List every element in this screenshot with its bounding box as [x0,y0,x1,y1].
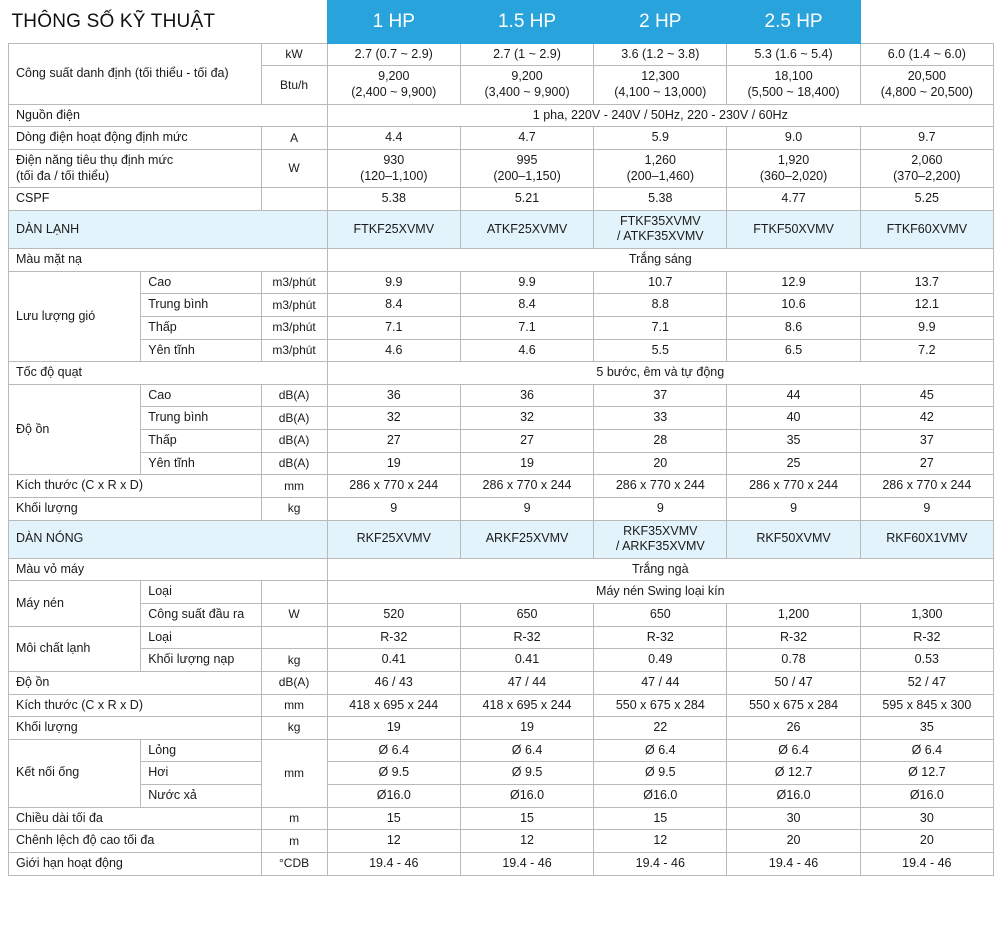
table-row-compressor-type [9,581,994,604]
cell-pipe-gas-2_5hp: Ø 12.7 [727,762,860,785]
table-row-front-panel-color [9,249,994,272]
table-row-indoor-weight [9,497,994,520]
row-label-power-consumption [9,149,262,187]
btu-range-extra: (4,800 ~ 20,500) [880,85,973,99]
column-header-2hp: 2 HP [594,1,727,44]
sublabel-indoor-noise-silent: Yên tĩnh [141,452,261,475]
unit-compressor-type [261,581,327,604]
cell-power-2_5hp [727,149,860,187]
power-main-2hp: 1,260 [644,152,676,167]
cell-airflow-high-1_5hp: 9.9 [460,271,593,294]
cell-indoor-noise-low-2_5hp: 35 [727,430,860,453]
cell-indoor-noise-high-2hp: 37 [594,384,727,407]
cell-outdoor-model-2_5hp: RKF50XVMV [727,520,860,558]
cell-capacity-btu-1hp [327,66,460,104]
table-row-airflow-high [9,271,994,294]
table-row-rated-capacity-kw [9,43,994,66]
row-label-operation-range: Giới hạn hoạt động [9,852,262,875]
cell-outdoor-dim-1_5hp: 418 x 695 x 244 [460,694,593,717]
sublabel-indoor-noise-high: Cao [141,384,261,407]
unit-airflow-medium: m3/phút [261,294,327,317]
cell-airflow-medium-extra: 12.1 [860,294,993,317]
unit-outdoor-dimensions: mm [261,694,327,717]
unit-btu: Btu/h [261,66,327,104]
btu-main-2hp: 12,300 [641,69,680,84]
cell-max-height-2_5hp: 20 [727,830,860,853]
cell-pipe-liquid-2_5hp: Ø 6.4 [727,739,860,762]
column-header-1hp: 1 HP [327,1,460,44]
cell-indoor-weight-1_5hp: 9 [460,497,593,520]
table-row-max-height-diff [9,830,994,853]
unit-rated-current: A [261,127,327,150]
cell-indoor-noise-medium-2hp: 33 [594,407,727,430]
cell-refrigerant-charge-1_5hp: 0.41 [460,649,593,672]
cell-outdoor-noise-1_5hp: 47 / 44 [460,671,593,694]
btu-range-1hp: (2,400 ~ 9,900) [351,85,437,99]
cell-airflow-silent-2hp: 5.5 [594,339,727,362]
cell-indoor-weight-2_5hp: 9 [727,497,860,520]
cell-compressor-output-1_5hp: 650 [460,604,593,627]
unit-operation-range: °CDB [261,852,327,875]
table-row-airflow-medium [9,294,994,317]
cell-current-extra: 9.7 [860,127,993,150]
unit-refrigerant-charge: kg [261,649,327,672]
cell-indoor-weight-1hp: 9 [327,497,460,520]
cell-current-2hp: 5.9 [594,127,727,150]
cell-pipe-gas-2hp: Ø 9.5 [594,762,727,785]
cell-max-height-1_5hp: 12 [460,830,593,853]
specifications-table [8,0,994,876]
btu-main-2_5hp: 18,100 [774,69,813,84]
section-header-outdoor-unit: DÀN NÓNG [9,520,328,558]
power-range-extra: (370–2,200) [893,168,961,183]
cell-refrigerant-type-extra: R-32 [860,626,993,649]
power-range-1hp: (120–1,100) [360,168,428,183]
sublabel-pipe-gas: Hơi [141,762,261,785]
cell-casing-color-value: Trắng ngà [327,558,993,581]
cell-indoor-model-extra: FTKF60XVMV [860,210,993,248]
cell-indoor-dim-1_5hp: 286 x 770 x 244 [460,475,593,498]
cell-pipe-drain-2_5hp: Ø16.0 [727,785,860,808]
unit-max-length: m [261,807,327,830]
cell-power-2hp [594,149,727,187]
cell-indoor-noise-high-extra: 45 [860,384,993,407]
outdoor-model-2hp-line2: / ARKF35XVMV [615,539,705,554]
cell-pipe-gas-extra: Ø 12.7 [860,762,993,785]
power-consumption-label-line2: (tối đa / tối thiểu) [16,168,110,183]
cell-indoor-weight-2hp: 9 [594,497,727,520]
cell-airflow-high-extra: 13.7 [860,271,993,294]
cell-indoor-noise-low-2hp: 28 [594,430,727,453]
cell-outdoor-weight-extra: 35 [860,717,993,740]
cell-outdoor-weight-1_5hp: 19 [460,717,593,740]
column-header-1_5hp: 1.5 HP [460,1,593,44]
unit-indoor-weight: kg [261,497,327,520]
cell-airflow-silent-extra: 7.2 [860,339,993,362]
cell-outdoor-dim-extra: 595 x 845 x 300 [860,694,993,717]
cell-pipe-liquid-extra: Ø 6.4 [860,739,993,762]
sublabel-indoor-noise-medium: Trung bình [141,407,261,430]
cell-indoor-noise-silent-1_5hp: 19 [460,452,593,475]
cell-indoor-model-1hp: FTKF25XVMV [327,210,460,248]
sublabel-airflow-low: Thấp [141,316,261,339]
cell-outdoor-noise-extra: 52 / 47 [860,671,993,694]
unit-cspf [261,188,327,211]
cell-outdoor-model-1_5hp: ARKF25XVMV [460,520,593,558]
power-main-1_5hp: 995 [516,152,538,167]
cell-outdoor-weight-2_5hp: 26 [727,717,860,740]
cell-capacity-btu-2hp [594,66,727,104]
cell-compressor-output-2hp: 650 [594,604,727,627]
cell-max-length-1hp: 15 [327,807,460,830]
cell-refrigerant-type-2_5hp: R-32 [727,626,860,649]
table-row-refrigerant-charge [9,649,994,672]
unit-pipe-connection: mm [261,739,327,807]
power-range-1_5hp: (200–1,150) [493,168,561,183]
cell-indoor-dim-extra: 286 x 770 x 244 [860,475,993,498]
cell-indoor-noise-medium-1_5hp: 32 [460,407,593,430]
cell-cspf-2_5hp: 4.77 [727,188,860,211]
table-row-indoor-unit [9,210,994,248]
table-row-outdoor-weight [9,717,994,740]
cell-operation-range-2hp: 19.4 - 46 [594,852,727,875]
sublabel-compressor-type: Loại [141,581,261,604]
table-row-indoor-noise-medium [9,407,994,430]
cell-cspf-extra: 5.25 [860,188,993,211]
btu-main-extra: 20,500 [907,69,946,84]
btu-main-1_5hp: 9,200 [511,69,543,84]
table-row-indoor-dimensions [9,475,994,498]
sublabel-airflow-high: Cao [141,271,261,294]
row-label-outdoor-noise: Độ ồn [9,671,262,694]
cell-current-1hp: 4.4 [327,127,460,150]
sublabel-refrigerant-charge: Khối lượng nạp [141,649,261,672]
cell-power-source-value: 1 pha, 220V - 240V / 50Hz, 220 - 230V / 60Hz [327,104,993,127]
row-label-cspf: CSPF [9,188,262,211]
power-range-2hp: (200–1,460) [626,168,695,183]
table-row-refrigerant-type [9,626,994,649]
cell-pipe-liquid-2hp: Ø 6.4 [594,739,727,762]
cell-airflow-high-1hp: 9.9 [327,271,460,294]
cell-airflow-low-2_5hp: 8.6 [727,316,860,339]
sublabel-airflow-silent: Yên tĩnh [141,339,261,362]
cell-outdoor-noise-2_5hp: 50 / 47 [727,671,860,694]
cell-indoor-dim-2_5hp: 286 x 770 x 244 [727,475,860,498]
table-row-airflow-low [9,316,994,339]
cell-indoor-weight-extra: 9 [860,497,993,520]
page-title: THÔNG SỐ KỸ THUẬT [11,10,216,32]
cell-pipe-drain-1hp: Ø16.0 [327,785,460,808]
row-label-front-panel-color: Màu mặt nạ [9,249,328,272]
cell-pipe-liquid-1_5hp: Ø 6.4 [460,739,593,762]
table-row-airflow-silent [9,339,994,362]
cell-outdoor-weight-2hp: 22 [594,717,727,740]
cell-airflow-silent-1hp: 4.6 [327,339,460,362]
cell-airflow-medium-1hp: 8.4 [327,294,460,317]
row-label-compressor: Máy nén [9,581,141,626]
cell-pipe-gas-1_5hp: Ø 9.5 [460,762,593,785]
cell-refrigerant-charge-2_5hp: 0.78 [727,649,860,672]
unit-compressor-output: W [261,604,327,627]
cell-indoor-noise-medium-2_5hp: 40 [727,407,860,430]
power-main-2_5hp: 1,920 [777,152,810,167]
cell-capacity-kw-extra: 6.0 (1.4 ~ 6.0) [860,43,993,66]
btu-range-2hp: (4,100 ~ 13,000) [614,85,707,99]
table-row-rated-current [9,127,994,150]
cell-max-height-1hp: 12 [327,830,460,853]
cell-indoor-noise-silent-2_5hp: 25 [727,452,860,475]
cell-airflow-low-extra: 9.9 [860,316,993,339]
cell-max-length-1_5hp: 15 [460,807,593,830]
unit-refrigerant-type [261,626,327,649]
power-main-1hp: 930 [383,152,405,167]
unit-airflow-low: m3/phút [261,316,327,339]
cell-pipe-drain-1_5hp: Ø16.0 [460,785,593,808]
unit-indoor-dimensions: mm [261,475,327,498]
cell-indoor-model-2_5hp: FTKF50XVMV [727,210,860,248]
cell-indoor-noise-low-1_5hp: 27 [460,430,593,453]
cell-compressor-output-1hp: 520 [327,604,460,627]
cell-capacity-kw-2hp: 3.6 (1.2 ~ 3.8) [594,43,727,66]
cell-airflow-low-1hp: 7.1 [327,316,460,339]
table-row-pipe-liquid [9,739,994,762]
cell-airflow-high-2_5hp: 12.9 [727,271,860,294]
row-label-outdoor-weight: Khối lượng [9,717,262,740]
cell-power-extra [860,149,993,187]
power-range-2_5hp: (360–2,020) [759,168,828,183]
cell-refrigerant-charge-1hp: 0.41 [327,649,460,672]
cell-airflow-medium-2hp: 8.8 [594,294,727,317]
cell-pipe-drain-extra: Ø16.0 [860,785,993,808]
cell-fan-speed-value: 5 bước, êm và tự động [327,362,993,385]
cell-max-length-2_5hp: 30 [727,807,860,830]
table-row-outdoor-noise [9,671,994,694]
cell-power-1hp [327,149,460,187]
cell-operation-range-extra: 19.4 - 46 [860,852,993,875]
unit-max-height-diff: m [261,830,327,853]
unit-airflow-high: m3/phút [261,271,327,294]
cell-operation-range-1_5hp: 19.4 - 46 [460,852,593,875]
cell-airflow-medium-2_5hp: 10.6 [727,294,860,317]
table-row-compressor-output [9,604,994,627]
table-row-cspf [9,188,994,211]
cell-current-2_5hp: 9.0 [727,127,860,150]
row-label-indoor-noise: Độ ồn [9,384,141,475]
unit-kw: kW [261,43,327,66]
table-row-casing-color [9,558,994,581]
table-row-fan-speed [9,362,994,385]
cell-indoor-model-2hp [594,210,727,248]
btu-range-2_5hp: (5,500 ~ 18,400) [747,85,840,99]
cell-max-length-2hp: 15 [594,807,727,830]
cell-pipe-gas-1hp: Ø 9.5 [327,762,460,785]
cell-indoor-model-1_5hp: ATKF25XVMV [460,210,593,248]
unit-indoor-noise-silent: dB(A) [261,452,327,475]
cell-compressor-type-value: Máy nén Swing loại kín [327,581,993,604]
table-row-indoor-noise-low [9,430,994,453]
cell-pipe-drain-2hp: Ø16.0 [594,785,727,808]
btu-range-1_5hp: (3,400 ~ 9,900) [484,85,570,99]
row-label-airflow: Lưu lượng gió [9,271,141,362]
cell-refrigerant-type-1hp: R-32 [327,626,460,649]
header-row [9,1,994,44]
sublabel-compressor-output: Công suất đầu ra [141,604,261,627]
btu-main-1hp: 9,200 [378,69,410,84]
cell-outdoor-dim-2_5hp: 550 x 675 x 284 [727,694,860,717]
row-label-max-length: Chiều dài tối đa [9,807,262,830]
table-row-power-source [9,104,994,127]
cell-current-1_5hp: 4.7 [460,127,593,150]
cell-airflow-high-2hp: 10.7 [594,271,727,294]
cell-capacity-kw-1_5hp: 2.7 (1 ~ 2.9) [460,43,593,66]
cell-outdoor-dim-2hp: 550 x 675 x 284 [594,694,727,717]
table-row-outdoor-dimensions [9,694,994,717]
cell-outdoor-model-extra: RKF60X1VMV [860,520,993,558]
cell-indoor-noise-silent-1hp: 19 [327,452,460,475]
cell-outdoor-noise-1hp: 46 / 43 [327,671,460,694]
cell-outdoor-weight-1hp: 19 [327,717,460,740]
row-label-power-source: Nguồn điện [9,104,328,127]
sublabel-refrigerant-type: Loại [141,626,261,649]
unit-outdoor-noise: dB(A) [261,671,327,694]
cell-indoor-noise-high-1hp: 36 [327,384,460,407]
row-label-rated-capacity: Công suất danh định (tối thiểu - tối đa) [9,43,262,104]
table-row-outdoor-unit [9,520,994,558]
cell-capacity-btu-2_5hp [727,66,860,104]
cell-pipe-liquid-1hp: Ø 6.4 [327,739,460,762]
table-row-power-consumption [9,149,994,187]
cell-outdoor-model-2hp [594,520,727,558]
table-row-pipe-gas [9,762,994,785]
power-main-extra: 2,060 [911,152,943,167]
table-row-pipe-drain [9,785,994,808]
cell-indoor-noise-silent-extra: 27 [860,452,993,475]
row-label-rated-current: Dòng điện hoạt động định mức [9,127,262,150]
cell-indoor-noise-high-1_5hp: 36 [460,384,593,407]
unit-power-consumption: W [261,149,327,187]
outdoor-model-2hp-line1: RKF35XVMV [623,523,698,538]
cell-max-height-extra: 20 [860,830,993,853]
unit-indoor-noise-medium: dB(A) [261,407,327,430]
row-label-pipe-connection: Kết nối ống [9,739,141,807]
cell-refrigerant-charge-extra: 0.53 [860,649,993,672]
cell-indoor-dim-1hp: 286 x 770 x 244 [327,475,460,498]
row-label-fan-speed: Tốc độ quạt [9,362,328,385]
cell-capacity-btu-extra [860,66,993,104]
cell-indoor-noise-high-2_5hp: 44 [727,384,860,407]
cell-outdoor-noise-2hp: 47 / 44 [594,671,727,694]
cell-indoor-noise-silent-2hp: 20 [594,452,727,475]
cell-capacity-btu-1_5hp [460,66,593,104]
cell-capacity-kw-1hp: 2.7 (0.7 ~ 2.9) [327,43,460,66]
cell-operation-range-1hp: 19.4 - 46 [327,852,460,875]
cell-indoor-noise-low-extra: 37 [860,430,993,453]
row-label-max-height-diff: Chênh lệch độ cao tối đa [9,830,262,853]
sublabel-pipe-drain: Nước xả [141,785,261,808]
column-header-2_5hp: 2.5 HP [727,1,860,44]
cell-compressor-output-extra: 1,300 [860,604,993,627]
section-header-indoor-unit: DÀN LẠNH [9,210,328,248]
cell-capacity-kw-2_5hp: 5.3 (1.6 ~ 5.4) [727,43,860,66]
cell-refrigerant-charge-2hp: 0.49 [594,649,727,672]
cell-compressor-output-2_5hp: 1,200 [727,604,860,627]
unit-indoor-noise-low: dB(A) [261,430,327,453]
cell-airflow-low-1_5hp: 7.1 [460,316,593,339]
cell-airflow-silent-2_5hp: 6.5 [727,339,860,362]
power-consumption-label-line1: Điện năng tiêu thụ định mức [16,152,174,167]
cell-max-height-2hp: 12 [594,830,727,853]
indoor-model-2hp-line1: FTKF35XVMV [620,213,701,228]
cell-power-1_5hp [460,149,593,187]
table-row-max-length [9,807,994,830]
cell-airflow-medium-1_5hp: 8.4 [460,294,593,317]
row-label-outdoor-dimensions: Kích thước (C x R x D) [9,694,262,717]
cell-max-length-extra: 30 [860,807,993,830]
cell-cspf-1hp: 5.38 [327,188,460,211]
cell-indoor-noise-low-1hp: 27 [327,430,460,453]
table-row-indoor-noise-silent [9,452,994,475]
cell-refrigerant-type-1_5hp: R-32 [460,626,593,649]
unit-airflow-silent: m3/phút [261,339,327,362]
cell-indoor-noise-medium-extra: 42 [860,407,993,430]
cell-airflow-low-2hp: 7.1 [594,316,727,339]
table-row-operation-range [9,852,994,875]
unit-outdoor-weight: kg [261,717,327,740]
row-label-casing-color: Màu vỏ máy [9,558,328,581]
header-spacer [860,1,993,44]
cell-refrigerant-type-2hp: R-32 [594,626,727,649]
cell-outdoor-dim-1hp: 418 x 695 x 244 [327,694,460,717]
cell-indoor-noise-medium-1hp: 32 [327,407,460,430]
cell-indoor-dim-2hp: 286 x 770 x 244 [594,475,727,498]
table-row-indoor-noise-high [9,384,994,407]
cell-airflow-silent-1_5hp: 4.6 [460,339,593,362]
row-label-indoor-dimensions: Kích thước (C x R x D) [9,475,262,498]
unit-indoor-noise-high: dB(A) [261,384,327,407]
row-label-refrigerant: Môi chất lạnh [9,626,141,671]
sublabel-pipe-liquid: Lỏng [141,739,261,762]
cell-outdoor-model-1hp: RKF25XVMV [327,520,460,558]
cell-cspf-1_5hp: 5.21 [460,188,593,211]
row-label-indoor-weight: Khối lượng [9,497,262,520]
sublabel-indoor-noise-low: Thấp [141,430,261,453]
cell-cspf-2hp: 5.38 [594,188,727,211]
sublabel-airflow-medium: Trung bình [141,294,261,317]
cell-operation-range-2_5hp: 19.4 - 46 [727,852,860,875]
cell-front-panel-color-value: Trắng sáng [327,249,993,272]
indoor-model-2hp-line2: / ATKF35XVMV [617,229,704,244]
